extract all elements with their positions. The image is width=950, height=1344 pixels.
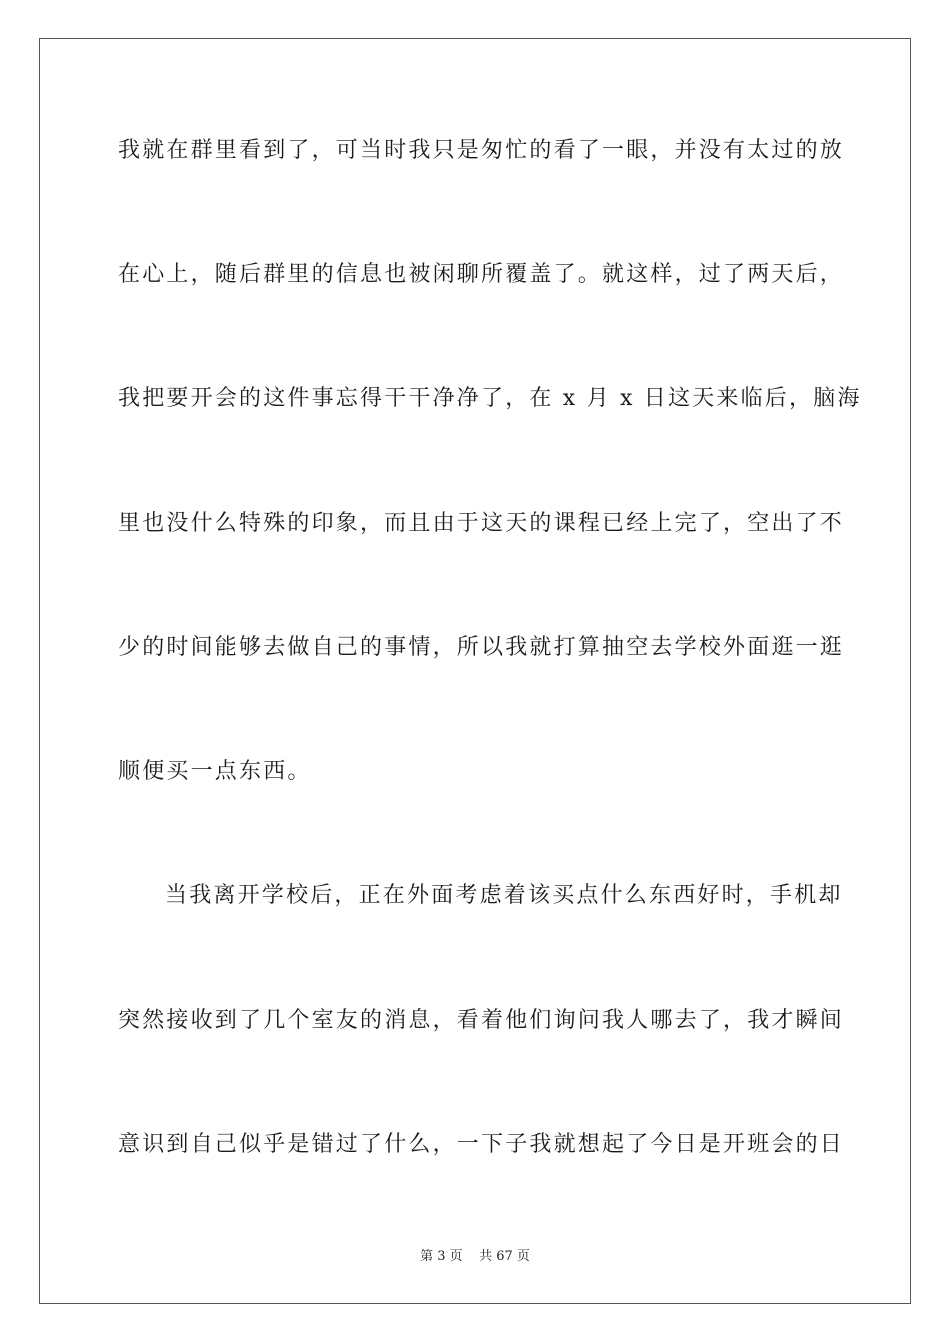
body-text-line: 我把要开会的这件事忘得干干净净了，在 x 月 x 日这天来临后，脑海	[118, 386, 862, 411]
body-text-line: 意识到自己似乎是错过了什么，一下子我就想起了今日是开班会的日	[118, 1132, 845, 1157]
body-text-line: 顺便买一点东西。	[118, 759, 312, 784]
body-text-line: 里也没什么特殊的印象，而且由于这天的课程已经上完了，空出了不	[118, 511, 845, 536]
body-text-line: 我就在群里看到了，可当时我只是匆忙的看了一眼，并没有太过的放	[118, 138, 845, 163]
paragraph-first-line: 当我离开学校后，正在外面考虑着该买点什么东西好时，手机却	[165, 883, 843, 908]
body-text-line: 在心上，随后群里的信息也被闲聊所覆盖了。就这样，过了两天后，	[118, 262, 845, 287]
body-text-line: 少的时间能够去做自己的事情，所以我就打算抽空去学校外面逛一逛	[118, 635, 845, 660]
page-border	[39, 38, 911, 1304]
page-number-footer: 第 3 页 共 67 页	[420, 1249, 530, 1264]
body-text-line: 突然接收到了几个室友的消息，看着他们询问我人哪去了，我才瞬间	[118, 1008, 845, 1033]
